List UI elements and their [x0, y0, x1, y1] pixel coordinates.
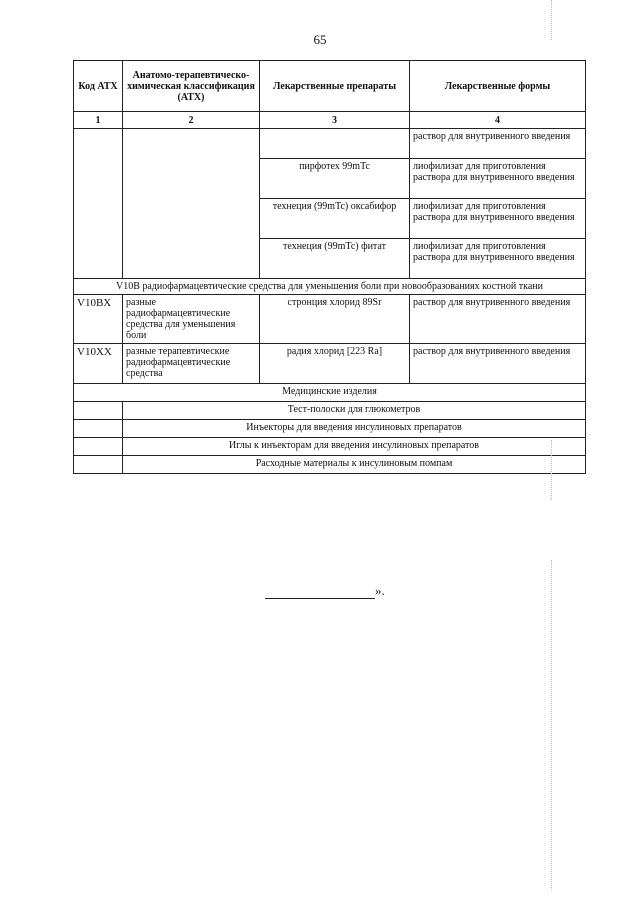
- drug-cell: радия хлорид [223 Ra]: [260, 344, 410, 384]
- drug-cell: технеция (99mTc) оксабифор: [260, 199, 410, 239]
- drug-cell: стронция хлорид 89Sr: [260, 295, 410, 344]
- form-cell: раствор для внутривенного введения: [410, 295, 586, 344]
- table-row: [74, 344, 586, 384]
- section-row-v10b: [74, 279, 586, 295]
- device-row: [74, 402, 586, 420]
- table-row: [74, 129, 586, 159]
- device-row: [74, 420, 586, 438]
- medical-devices-title-row: [74, 384, 586, 402]
- device-code-empty: [74, 438, 123, 456]
- column-number-row: [74, 112, 586, 129]
- form-cell: лиофилизат для приготовления раствора для внутривенного введения: [410, 159, 586, 199]
- drug-cell: пирфотех 99mTc: [260, 159, 410, 199]
- table-row: [74, 295, 586, 344]
- device-code-empty: [74, 420, 123, 438]
- scan-edge-mark: [551, 440, 552, 500]
- device-item: Тест-полоски для глюкометров: [123, 402, 586, 420]
- column-number: 1: [74, 112, 123, 129]
- form-cell: лиофилизат для приготовления раствора для внутривенного введения: [410, 239, 586, 279]
- classification-cell-empty: [123, 129, 260, 279]
- atx-table: [73, 60, 586, 474]
- header-classification: Анатомо-терапевтическо-химическая классификация (АТХ): [123, 61, 260, 112]
- device-item: Иглы к инъекторам для введения инсулиновых препаратов: [123, 438, 586, 456]
- device-code-empty: [74, 456, 123, 474]
- form-cell: раствор для внутривенного введения: [410, 129, 586, 159]
- column-number: 4: [410, 112, 586, 129]
- code-cell: V10XX: [74, 344, 123, 384]
- table-header-row: [74, 61, 586, 112]
- page-number: 65: [313, 32, 327, 47]
- header-code: Код АТХ: [74, 61, 123, 112]
- signature-underline: [265, 586, 375, 599]
- form-cell: лиофилизат для приготовления раствора для внутривенного введения: [410, 199, 586, 239]
- classification-cell: разные радиофармацевтические средства для уменьшения боли: [123, 295, 260, 344]
- classification-cell: разные терапевтические радиофармацевтические средства: [123, 344, 260, 384]
- drug-cell: [260, 129, 410, 159]
- device-row: [74, 438, 586, 456]
- drug-cell: технеция (99mTc) фитат: [260, 239, 410, 279]
- medical-devices-title: Медицинские изделия: [74, 384, 586, 402]
- scan-edge-mark: [551, 0, 552, 40]
- closing-line: [265, 583, 385, 599]
- device-row: [74, 456, 586, 474]
- scan-edge-mark: [551, 560, 552, 890]
- device-item: Расходные материалы к инсулиновым помпам: [123, 456, 586, 474]
- device-code-empty: [74, 402, 123, 420]
- section-heading: V10B радиофармацевтические средства для уменьшения боли при новообразованиях костной ткани: [74, 279, 586, 295]
- closing-quote: ».: [375, 583, 385, 598]
- device-item: Инъекторы для введения инсулиновых препаратов: [123, 420, 586, 438]
- header-forms: Лекарственные формы: [410, 61, 586, 112]
- column-number: 2: [123, 112, 260, 129]
- column-number: 3: [260, 112, 410, 129]
- code-cell-empty: [74, 129, 123, 279]
- header-drugs: Лекарственные препараты: [260, 61, 410, 112]
- form-cell: раствор для внутривенного введения: [410, 344, 586, 384]
- code-cell: V10BX: [74, 295, 123, 344]
